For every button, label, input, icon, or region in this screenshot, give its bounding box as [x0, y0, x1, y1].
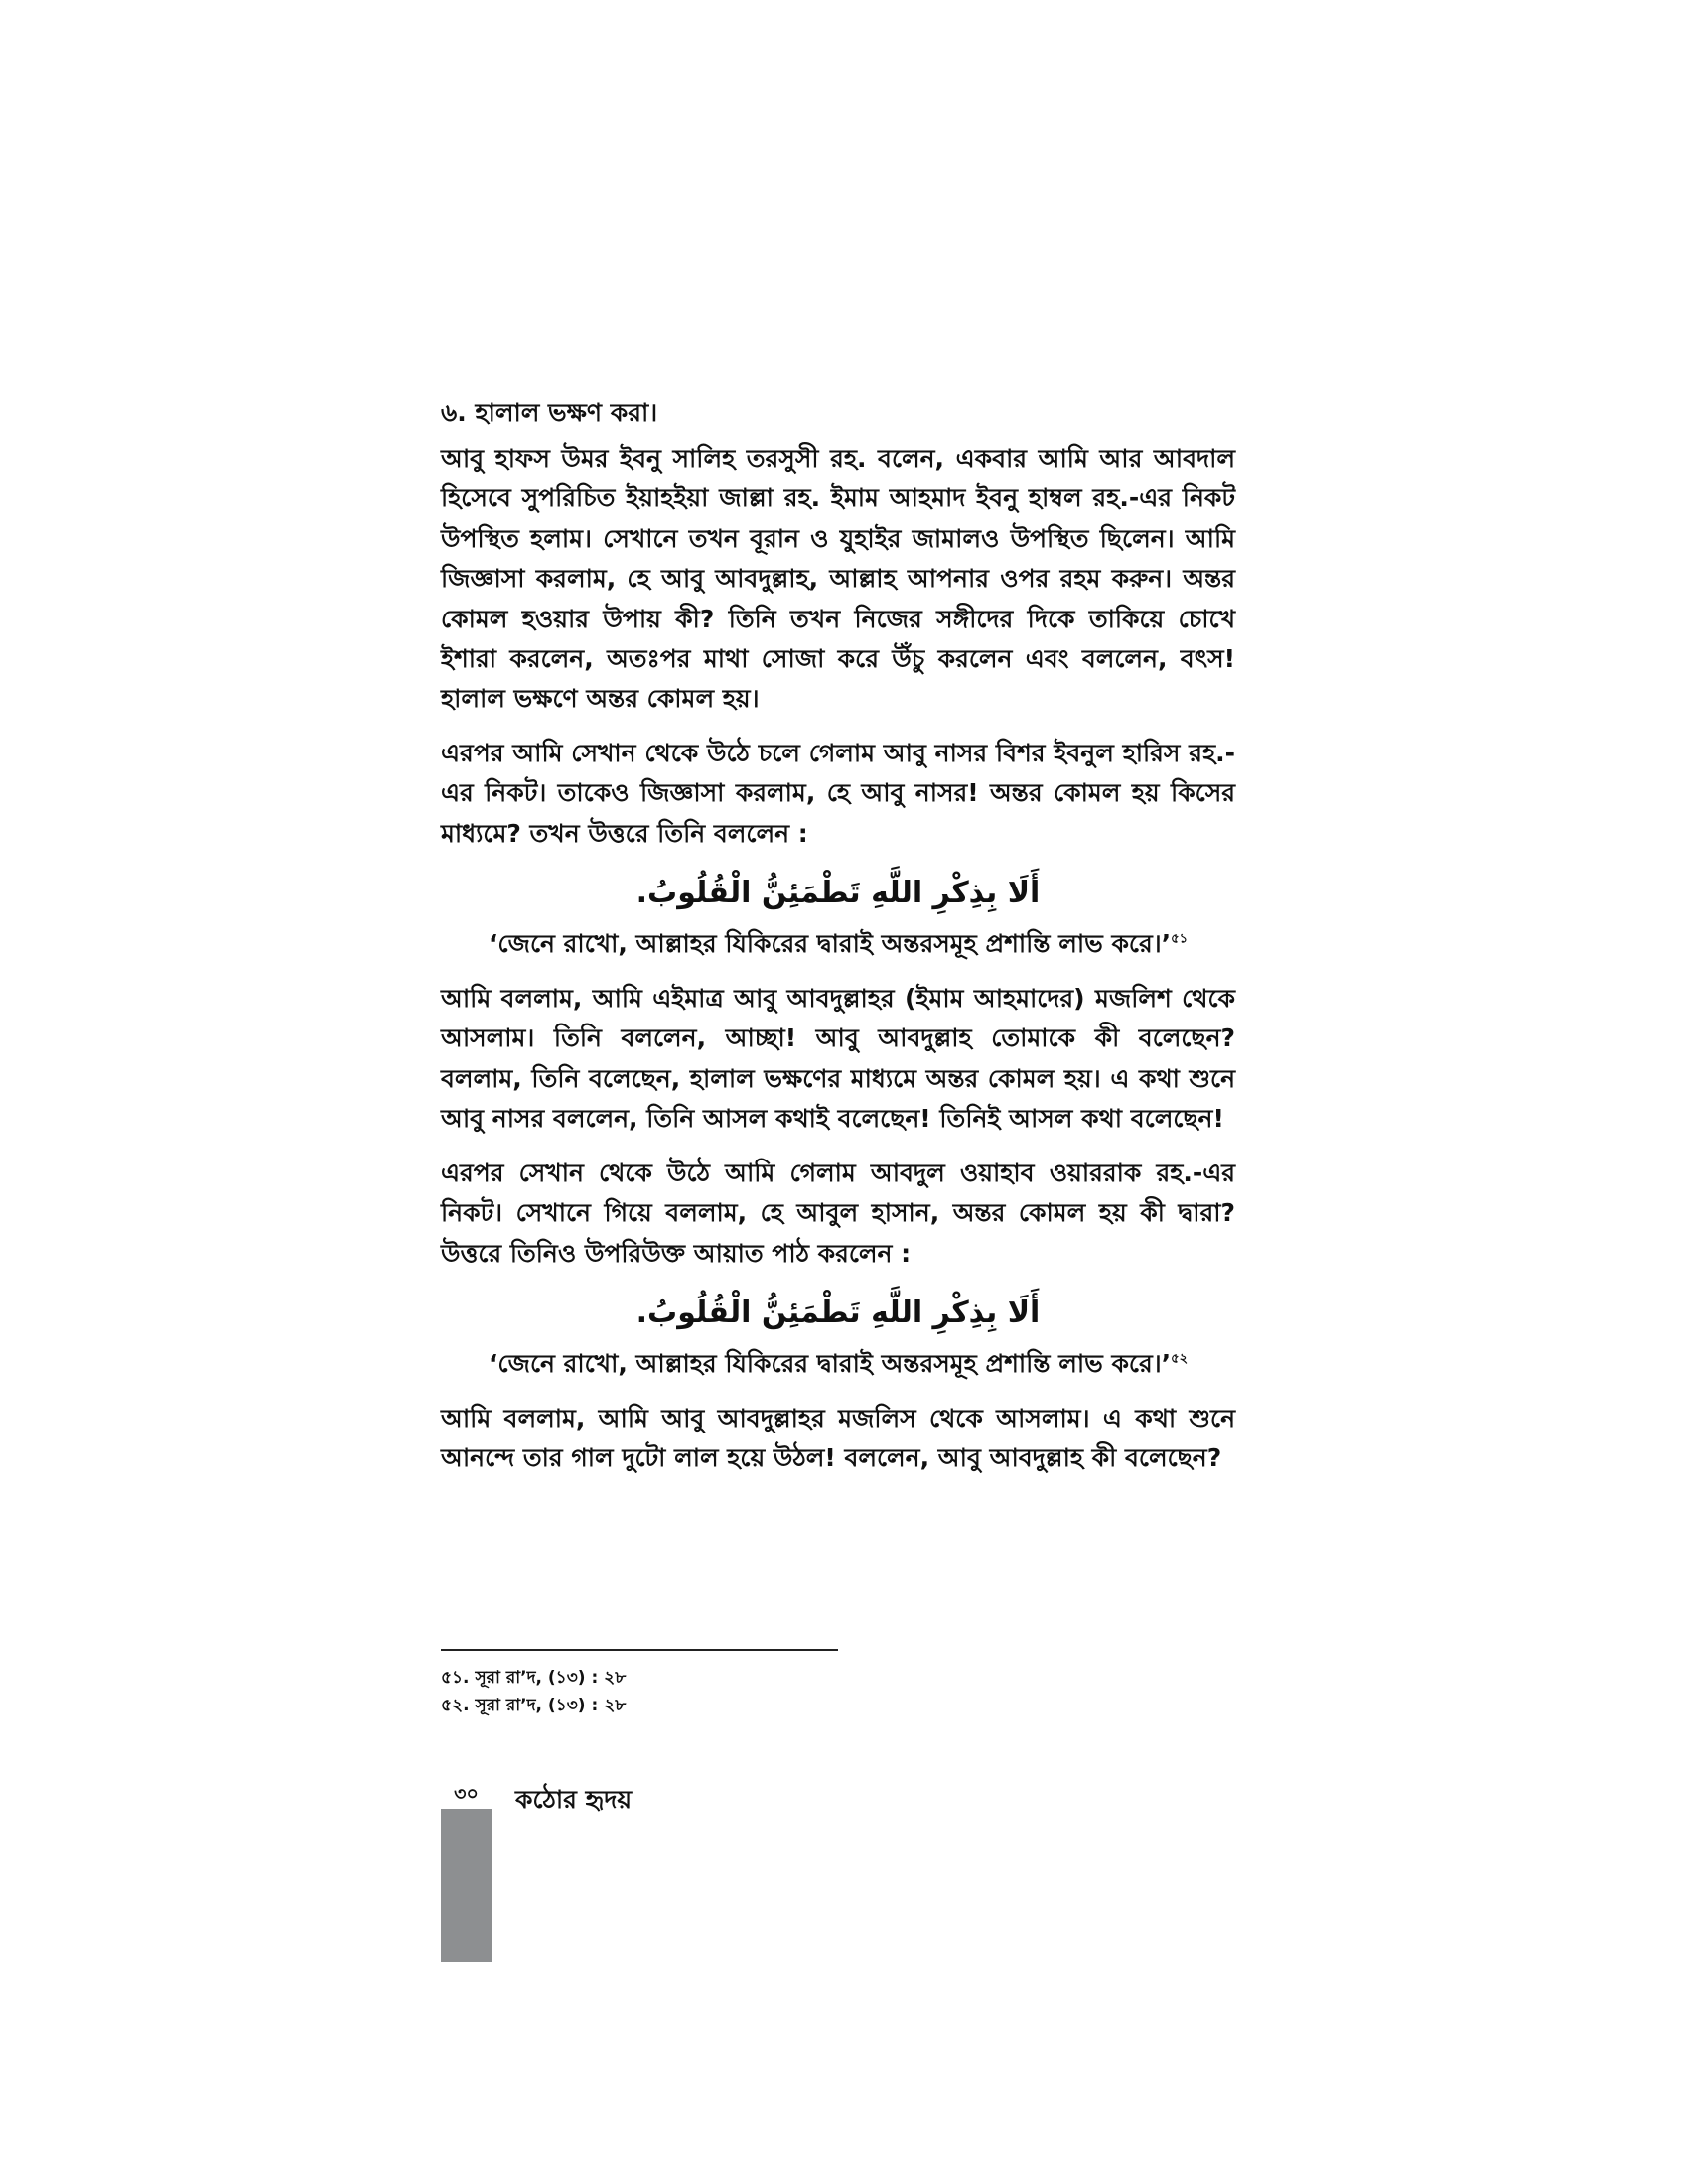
verse-translation-2: [441, 1343, 1235, 1385]
page-side-bar: [441, 1795, 492, 1962]
footnote-52: ৫২. সূরা রা’দ, (১৩) : ২৮: [441, 1696, 627, 1715]
paragraph-2: এরপর আমি সেখান থেকে উঠে চলে গেলাম আবু নাসর বিশর ইবনুল হারিস রহ.-এর নিকট। তাকেও জিজ্ঞাসা করলাম, হে আবু নাসর! অন্তর কোমল হয় কিসের মাধ্যমে? তখন উত্তরে তিনি বললেন :: [441, 738, 1235, 848]
verse-translation-1-text: ‘জেনে রাখো, আল্লাহর যিকিরের দ্বারাই অন্তরসমূহ প্রশান্তি লাভ করে।’: [488, 929, 1172, 959]
verse-translation-2-text: ‘জেনে রাখো, আল্লাহর যিকিরের দ্বারাই অন্তরসমূহ প্রশান্তি লাভ করে।’: [488, 1348, 1172, 1378]
paragraph-5: আমি বললাম, আমি আবু আবদুল্লাহর মজলিস থেকে আসলাম। এ কথা শুনে আনন্দে তার গাল দুটো লাল হয়ে উঠল! বললেন, আবু আবদুল্লাহ কী বলেছেন?: [441, 1403, 1235, 1473]
footnote-51: ৫১. সূরা রা’দ, (১৩) : ২৮: [441, 1668, 627, 1688]
paragraph-1: আবু হাফস উমর ইবনু সালিহ তরসুসী রহ. বলেন, একবার আমি আর আবদাল হিসেবে সুপরিচিত ইয়াহইয়া জাল্লা রহ. ইমাম আহমাদ ইবনু হাম্বল রহ.-এর নিকট উপস্থিত হলাম। সেখানে তখন বূরান ও যুহাইর জামালও উপস্থিত ছিলেন। আমি জিজ্ঞাসা করলাম, হে আবু আবদুল্লাহ, আল্লাহ আপনার ওপর রহম করুন। অন্তর কোমল হওয়ার উপায় কী? তিনি তখন নিজের সঙ্গীদের দিকে তাকিয়ে চোখে ইশারা করলেন, অতঃপর মাথা সোজা করে উঁচু করলেন এবং বললেন, বৎস! হালাল ভক্ষণে অন্তর কোমল হয়।: [441, 444, 1235, 714]
footnotes: [441, 1664, 937, 1719]
section-heading: ৬. হালাল ভক্ষণ করা।: [441, 398, 658, 427]
arabic-verse-1: أَلَا بِذِكْرِ اللَّهِ تَطْمَئِنُّ الْقُلُوبُ.: [635, 876, 1041, 911]
running-title: কঠোর হৃদয়: [515, 1785, 633, 1814]
arabic-verse-2: أَلَا بِذِكْرِ اللَّهِ تَطْمَئِنُّ الْقُلُوبُ.: [635, 1295, 1041, 1330]
page-number: ৩০: [441, 1779, 492, 1809]
paragraph-4: এরপর সেখান থেকে উঠে আমি গেলাম আবদুল ওয়াহাব ওয়াররাক রহ.-এর নিকট। সেখানে গিয়ে বললাম, হে আবুল হাসান, অন্তর কোমল হয় কী দ্বারা? উত্তরে তিনিও উপরিউক্ত আয়াত পাঠ করলেন :: [441, 1158, 1235, 1268]
footnote-ref-52: ৫২: [1171, 1351, 1189, 1367]
verse-translation-1: [441, 923, 1235, 965]
page-body: [441, 393, 1235, 1493]
footnote-ref-51: ৫১: [1171, 931, 1189, 947]
footnote-divider: [441, 1649, 838, 1651]
paragraph-3: আমি বললাম, আমি এইমাত্র আবু আবদুল্লাহর (ইমাম আহমাদের) মজলিশ থেকে আসলাম। তিনি বললেন, আচ্ছা! আবু আবদুল্লাহ তোমাকে কী বলেছেন? বললাম, তিনি বলেছেন, হালাল ভক্ষণের মাধ্যমে অন্তর কোমল হয়। এ কথা শুনে আবু নাসর বললেন, তিনি আসল কথাই বলেছেন! তিনিই আসল কথা বলেছেন!: [441, 984, 1235, 1134]
